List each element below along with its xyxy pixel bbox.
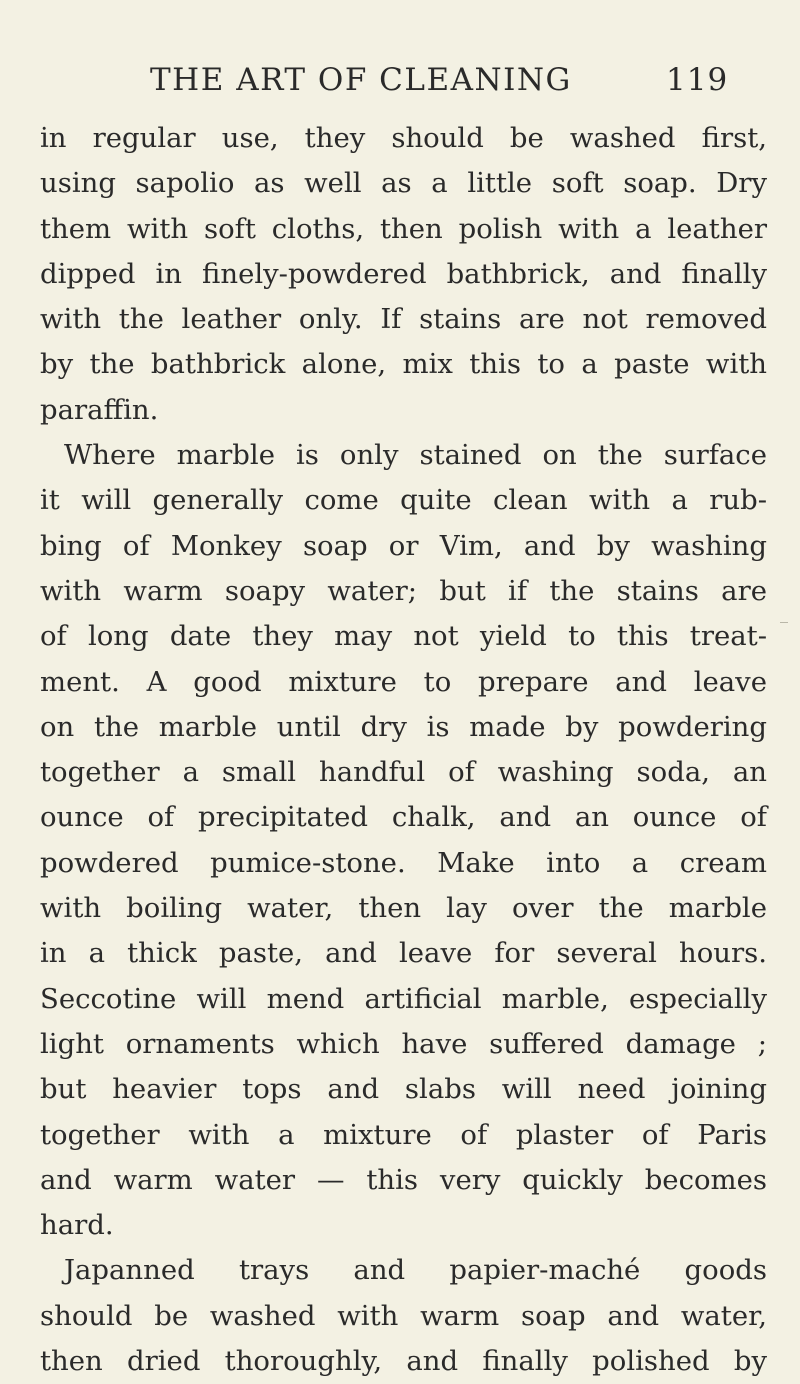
text-line: but heavier tops and slabs will need joining <box>40 1073 767 1106</box>
text-line: bing of Monkey soap or Vim, and by washing <box>40 529 767 562</box>
page-number: 119 <box>666 62 729 98</box>
text-line: with boiling water, then lay over the marble <box>40 892 767 925</box>
text-line: Japanned trays and papier-maché goods <box>64 1254 767 1287</box>
text-line: powdered pumice-stone. Make into a cream <box>40 846 767 879</box>
text-line: with warm soapy water; but if the stains are <box>40 574 767 607</box>
text-line: with the leather only. If stains are not removed <box>40 303 767 336</box>
text-line: paraffin. <box>40 393 159 426</box>
body-text <box>40 116 767 1384</box>
text-line: it will generally come quite clean with a rub- <box>40 484 767 517</box>
text-line: them with soft cloths, then polish with a leather <box>40 212 767 245</box>
text-line: of long date they may not yield to this treat- <box>40 620 767 653</box>
running-title: THE ART OF CLEANING <box>150 62 572 98</box>
text-line: using sapolio as well as a little soft soap. Dry <box>40 167 767 200</box>
text-line: Seccotine will mend artificial marble, especially <box>40 982 767 1015</box>
text-line: on the marble until dry is made by powdering <box>40 710 767 743</box>
text-line: dipped in finely-powdered bathbrick, and finally <box>40 257 767 290</box>
text-line: by the bathbrick alone, mix this to a paste with <box>40 348 767 381</box>
text-line: then dried thoroughly, and finally polished by <box>40 1345 767 1378</box>
margin-mark <box>780 622 788 623</box>
text-line: hard. <box>40 1209 114 1242</box>
text-line: should be washed with warm soap and water, <box>40 1299 767 1332</box>
text-line: in regular use, they should be washed first, <box>40 122 767 154</box>
text-line: ment. A good mixture to prepare and leave <box>40 665 767 698</box>
text-line: together a small handful of washing soda, an <box>40 756 767 789</box>
text-line: light ornaments which have suffered damage ; <box>40 1027 767 1060</box>
text-line: in a thick paste, and leave for several hours. <box>40 937 767 970</box>
text-line: and warm water — this very quickly becomes <box>40 1163 767 1196</box>
text-line: Where marble is only stained on the surface <box>64 439 767 472</box>
text-line: ounce of precipitated chalk, and an ounce of <box>40 801 767 834</box>
text-line: together with a mixture of plaster of Paris <box>40 1118 767 1151</box>
